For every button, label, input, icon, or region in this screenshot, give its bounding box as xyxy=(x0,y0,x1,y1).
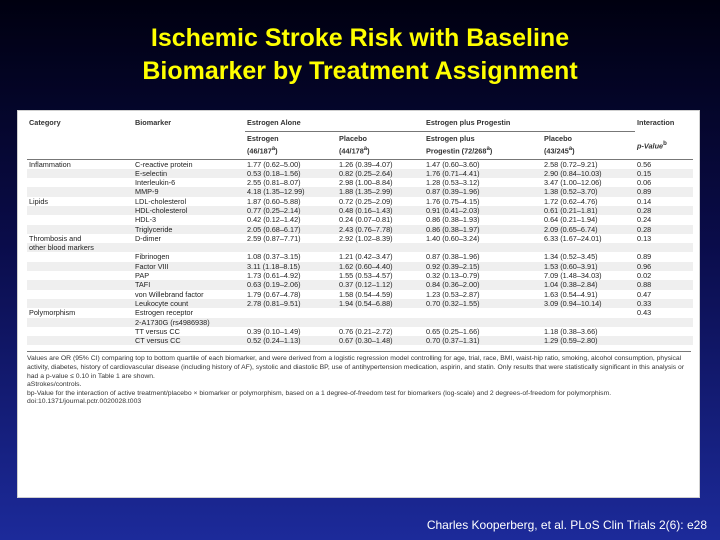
cell-ep-placebo: 2.09 (0.65–6.74) xyxy=(542,225,635,234)
cell-estrogen: 4.18 (1.35–12.99) xyxy=(245,187,337,196)
cell-estrogen: 0.42 (0.12–1.42) xyxy=(247,215,301,225)
cell-estrogen: 1.73 (0.61–4.92) xyxy=(247,271,301,281)
cell-estrogen: 2.78 (0.81–9.51) xyxy=(245,299,337,308)
header-category: Category xyxy=(29,118,61,128)
table-row xyxy=(27,225,693,234)
table-row xyxy=(27,252,693,261)
cell-p-value: 0.96 xyxy=(635,262,693,271)
cell-p-value: 0.89 xyxy=(637,252,652,262)
cell-estrogen: 1.87 (0.60–5.88) xyxy=(247,196,301,206)
cell-p-value xyxy=(635,243,693,252)
cell-ep-placebo: 1.29 (0.59–2.80) xyxy=(542,336,635,345)
cell-estrogen-placebo: 0.76 (0.21–2.72) xyxy=(339,326,393,336)
table-row xyxy=(27,290,693,299)
cell-biomarker: 2-A1730G (rs4986938) xyxy=(133,318,245,327)
cell-category: Inflammation xyxy=(29,159,71,169)
cell-estrogen-placebo: 1.62 (0.60–4.40) xyxy=(337,262,424,271)
header-group-estrogen-alone: Estrogen Alone xyxy=(245,115,424,131)
cell-estrogen-placebo: 0.24 (0.07–0.81) xyxy=(339,215,393,225)
cell-estrogen-placebo: 0.82 (0.25–2.64) xyxy=(337,169,424,178)
cell-p-value: 0.15 xyxy=(635,169,693,178)
cell-ep: 0.92 (0.39–2.15) xyxy=(424,262,542,271)
footnote-doi: doi:10.1371/journal.pctr.0020028.t003 xyxy=(27,398,142,406)
table-body xyxy=(27,159,693,345)
cell-estrogen xyxy=(245,318,337,327)
cell-biomarker: E-selectin xyxy=(133,169,245,178)
cell-estrogen-placebo: 1.26 (0.39–4.07) xyxy=(339,159,393,169)
cell-category xyxy=(27,318,133,327)
table-row xyxy=(27,197,693,206)
cell-estrogen: 2.55 (0.81–8.07) xyxy=(247,178,301,188)
cell-ep: 1.47 (0.60–3.60) xyxy=(426,159,480,169)
cell-ep: 0.87 (0.39–1.96) xyxy=(424,187,542,196)
header-p-value: p-Value$^b$ xyxy=(635,131,693,159)
cell-biomarker: CT versus CC xyxy=(133,336,245,345)
table-row xyxy=(27,262,693,271)
cell-ep-placebo: 2.90 (0.84–10.03) xyxy=(542,169,635,178)
footnote-a: aStrokes/controls. xyxy=(27,381,82,389)
cell-ep: 1.28 (0.53–3.12) xyxy=(426,178,480,188)
cell-category: Polymorphism xyxy=(29,308,76,318)
cell-estrogen-placebo: 1.55 (0.53–4.57) xyxy=(339,271,393,281)
table-row xyxy=(27,215,693,224)
cell-biomarker: Estrogen receptor xyxy=(135,308,194,318)
cell-ep-placebo xyxy=(542,318,635,327)
cell-ep: 0.65 (0.25–1.66) xyxy=(426,326,480,336)
table-row xyxy=(27,206,693,215)
table-row xyxy=(27,178,693,187)
cell-ep: 1.76 (0.71–4.41) xyxy=(424,169,542,178)
cell-biomarker: TT versus CC xyxy=(135,326,180,336)
cell-p-value xyxy=(635,318,693,327)
cell-category xyxy=(27,252,133,261)
cell-estrogen: 2.59 (0.87–7.71) xyxy=(247,233,301,243)
cell-biomarker xyxy=(133,243,245,252)
table-header-row-columns xyxy=(27,131,693,159)
cell-ep: 0.70 (0.32–1.55) xyxy=(424,299,542,308)
cell-estrogen xyxy=(245,243,337,252)
cell-estrogen-placebo: 1.58 (0.54–4.59) xyxy=(339,289,393,299)
cell-biomarker: HDL-3 xyxy=(135,215,157,225)
cell-estrogen-placebo: 1.94 (0.54–6.88) xyxy=(337,299,424,308)
cell-category xyxy=(27,262,133,271)
cell-ep-placebo xyxy=(542,308,635,317)
cell-ep-placebo: 6.33 (1.67–24.01) xyxy=(544,233,602,243)
cell-estrogen: 1.79 (0.67–4.78) xyxy=(247,289,301,299)
cell-p-value: 0.89 xyxy=(635,187,693,196)
cell-ep-placebo: 0.61 (0.21–1.81) xyxy=(542,206,635,215)
cell-estrogen: 1.08 (0.37–3.15) xyxy=(247,252,301,262)
cell-ep-placebo: 3.09 (0.94–10.14) xyxy=(542,299,635,308)
header-group-estrogen-plus-progestin: Estrogen plus Progestin xyxy=(424,115,635,131)
cell-estrogen xyxy=(245,308,337,317)
cell-estrogen-placebo xyxy=(337,243,424,252)
cell-estrogen-placebo xyxy=(337,318,424,327)
table-row xyxy=(27,234,693,243)
cell-ep-placebo: 1.34 (0.52–3.45) xyxy=(544,252,598,262)
cell-biomarker: Triglyceride xyxy=(133,225,245,234)
cell-category xyxy=(27,327,133,336)
cell-biomarker: TAFI xyxy=(133,280,245,289)
cell-ep-placebo xyxy=(542,243,635,252)
cell-biomarker: C-reactive protein xyxy=(135,159,193,169)
results-table xyxy=(27,115,693,345)
footnote-main: Values are OR (95% CI) comparing top to bottom quartile of each biomarker, and were derived from a logistic regression model controlling for age, trial, race, BMI, waist-hip ratio, smoking, alcohol consumption, physical activity, diabetes, history of cardiovascular disease (including history of AF), systolic and diastolic BP, use of antihypertension medication, aspirin, and statin. Only results that were statistically significant in this analysis or had a p-value ≤ 0.10 in Table 1 are shown. xyxy=(27,355,685,380)
cell-estrogen: 1.77 (0.62–5.00) xyxy=(247,159,301,169)
cell-ep: 0.70 (0.37–1.31) xyxy=(424,336,542,345)
cell-category xyxy=(27,169,133,178)
table-row xyxy=(27,159,693,169)
table-row xyxy=(27,280,693,289)
cell-category: Lipids xyxy=(29,196,49,206)
cell-estrogen-placebo: 2.92 (1.02–8.39) xyxy=(339,233,393,243)
citation: Charles Kooperberg, et al. PLoS Clin Trials 2(6): e28 xyxy=(426,518,707,532)
cell-category xyxy=(27,290,133,299)
cell-ep: 1.23 (0.53–2.87) xyxy=(426,289,480,299)
cell-p-value xyxy=(635,336,693,345)
cell-p-value: 0.28 xyxy=(635,225,693,234)
cell-category xyxy=(27,206,133,215)
cell-ep: 0.91 (0.41–2.03) xyxy=(424,206,542,215)
cell-biomarker: D-dimer xyxy=(135,233,161,243)
cell-category xyxy=(27,299,133,308)
header-ep-placebo: Placebo (43/245$^a$) xyxy=(542,131,635,159)
cell-estrogen-placebo xyxy=(337,308,424,317)
footnote-b: bp-Value for the interaction of active treatment/placebo × biomarker or polymorphism, based on a 1 degree-of-freedom test for biomarkers (log-scale) and 2 degrees-of-freedom for polymorphism. xyxy=(27,389,612,397)
cell-ep: 0.87 (0.38–1.96) xyxy=(426,252,480,262)
header-estrogen-placebo: Placebo (44/178$^a$) xyxy=(337,131,424,159)
cell-p-value: 0.24 xyxy=(637,215,652,225)
cell-estrogen: 2.05 (0.68–6.17) xyxy=(245,225,337,234)
cell-p-value: 0.43 xyxy=(637,308,652,318)
cell-category xyxy=(27,336,133,345)
cell-ep: 1.40 (0.60–3.24) xyxy=(426,233,480,243)
cell-p-value: 0.13 xyxy=(637,233,652,243)
cell-p-value: 0.88 xyxy=(635,280,693,289)
table-footnotes xyxy=(27,351,691,407)
cell-estrogen: 0.53 (0.18–1.56) xyxy=(245,169,337,178)
results-table-card xyxy=(17,110,700,498)
table-row xyxy=(27,318,693,327)
slide-title-line-2: Biomarker by Treatment Assignment xyxy=(142,57,578,85)
cell-ep-placebo: 0.64 (0.21–1.94) xyxy=(544,215,598,225)
header-estrogen-active: Estrogen (46/187$^a$) xyxy=(245,131,337,159)
cell-ep-placebo: 1.18 (0.38–3.66) xyxy=(544,326,598,336)
cell-ep-placebo: 1.04 (0.38–2.84) xyxy=(542,280,635,289)
cell-p-value: 0.47 xyxy=(637,289,652,299)
cell-ep: 0.86 (0.38–1.97) xyxy=(424,225,542,234)
cell-biomarker: Factor VIII xyxy=(133,262,245,271)
cell-ep-placebo: 7.09 (1.48–34.03) xyxy=(544,271,602,281)
cell-ep-placebo: 1.72 (0.62–4.76) xyxy=(544,196,598,206)
cell-ep: 0.32 (0.13–0.79) xyxy=(426,271,480,281)
cell-estrogen: 3.11 (1.18–8.15) xyxy=(245,262,337,271)
cell-ep-placebo: 1.53 (0.60–3.91) xyxy=(542,262,635,271)
header-interaction: Interaction xyxy=(637,118,675,128)
table-row xyxy=(27,327,693,336)
cell-biomarker: HDL-cholesterol xyxy=(133,206,245,215)
cell-p-value: 0.56 xyxy=(637,159,652,169)
cell-ep-placebo: 1.38 (0.52–3.70) xyxy=(542,187,635,196)
cell-category xyxy=(27,187,133,196)
cell-category: other blood markers xyxy=(27,243,133,252)
cell-estrogen-placebo: 2.98 (1.00–8.84) xyxy=(339,178,393,188)
cell-biomarker: Leukocyte count xyxy=(133,299,245,308)
slide-title-line-1: Ischemic Stroke Risk with Baseline xyxy=(150,24,570,52)
cell-ep: 1.76 (0.75–4.15) xyxy=(426,196,480,206)
cell-category xyxy=(27,280,133,289)
cell-p-value: 0.06 xyxy=(637,178,652,188)
cell-ep-placebo: 3.47 (1.00–12.06) xyxy=(544,178,602,188)
cell-estrogen: 0.52 (0.24–1.13) xyxy=(245,336,337,345)
table-row xyxy=(27,299,693,308)
cell-p-value xyxy=(635,327,693,336)
cell-ep xyxy=(424,243,542,252)
table-row xyxy=(27,243,693,252)
cell-p-value: 0.02 xyxy=(637,271,652,281)
cell-ep xyxy=(424,318,542,327)
cell-biomarker: LDL-cholesterol xyxy=(135,196,187,206)
cell-p-value: 0.14 xyxy=(637,196,652,206)
cell-biomarker: von Willebrand factor xyxy=(135,289,204,299)
cell-estrogen-placebo: 2.43 (0.76–7.78) xyxy=(337,225,424,234)
cell-category xyxy=(27,178,133,187)
cell-estrogen: 0.63 (0.19–2.06) xyxy=(245,280,337,289)
cell-category xyxy=(27,215,133,224)
cell-biomarker: Interleukin-6 xyxy=(135,178,176,188)
cell-estrogen-placebo: 0.48 (0.16–1.43) xyxy=(337,206,424,215)
cell-ep xyxy=(424,308,542,317)
cell-ep-placebo: 2.58 (0.72–9.21) xyxy=(544,159,598,169)
cell-biomarker: MMP-9 xyxy=(133,187,245,196)
cell-estrogen: 0.77 (0.25–2.14) xyxy=(245,206,337,215)
cell-biomarker: Fibrinogen xyxy=(135,252,170,262)
cell-biomarker: PAP xyxy=(135,271,150,281)
cell-ep: 0.86 (0.38–1.93) xyxy=(426,215,480,225)
table-row xyxy=(27,308,693,317)
cell-ep-placebo: 1.63 (0.54–4.91) xyxy=(544,289,598,299)
table-header-row-groups xyxy=(27,115,693,131)
header-ep-active: Estrogen plus Progestin (72/268$^a$) xyxy=(424,131,542,159)
table-row xyxy=(27,187,693,196)
cell-estrogen: 0.39 (0.10–1.49) xyxy=(247,326,301,336)
cell-category: Thrombosis and xyxy=(29,233,82,243)
header-biomarker: Biomarker xyxy=(135,118,172,128)
cell-estrogen-placebo: 0.37 (0.12–1.12) xyxy=(337,280,424,289)
cell-ep: 0.84 (0.36–2.00) xyxy=(424,280,542,289)
cell-category xyxy=(27,271,133,280)
cell-p-value: 0.33 xyxy=(635,299,693,308)
cell-p-value: 0.28 xyxy=(635,206,693,215)
table-row xyxy=(27,336,693,345)
cell-estrogen-placebo: 1.88 (1.35–2.99) xyxy=(337,187,424,196)
table-row xyxy=(27,271,693,280)
cell-category xyxy=(27,225,133,234)
cell-estrogen-placebo: 1.21 (0.42–3.47) xyxy=(339,252,393,262)
cell-estrogen-placebo: 0.72 (0.25–2.09) xyxy=(339,196,393,206)
cell-estrogen-placebo: 0.67 (0.30–1.48) xyxy=(337,336,424,345)
slide-title xyxy=(0,22,720,88)
table-row xyxy=(27,169,693,178)
